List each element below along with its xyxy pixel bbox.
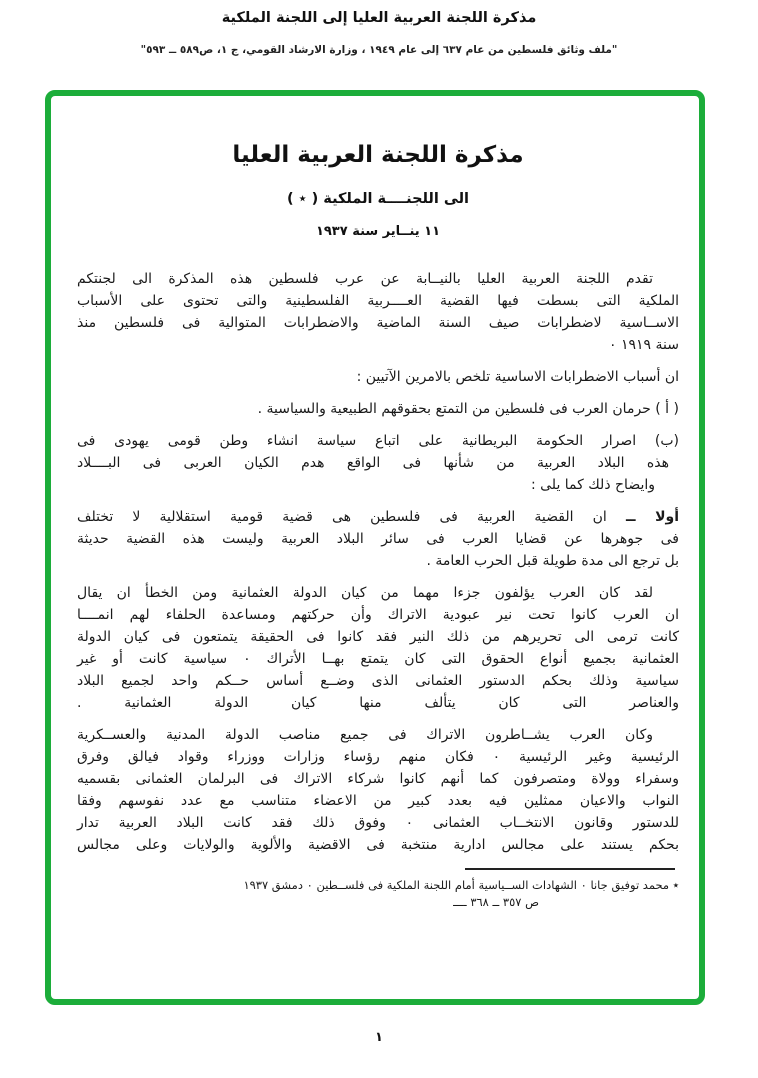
text-line: الرئيسية وغير الرئيسية ٠ فكان منهم رؤساء وزارات ووزراء وقواد فيالق وفرق bbox=[77, 749, 679, 765]
document-frame bbox=[45, 90, 705, 1005]
document-date: ١١ ينــاير سنة ١٩٣٧ bbox=[315, 224, 441, 239]
text-line: ( أ ) حرمان العرب فى فلسطين من التمتع بحقوقهم الطبيعية والسياسية . bbox=[257, 401, 679, 417]
paragraph bbox=[77, 506, 679, 572]
text-line: تقدم اللجنة العربية العليا بالنيــابة عن عرب فلسطين هذه المذكرة الى لجنتكم bbox=[77, 271, 653, 287]
paragraph bbox=[77, 582, 679, 714]
text-line: بحكم يستند على مجالس ادارية منتخبة فى الاقضية والألوية والولايات وعلى مجالس bbox=[77, 837, 679, 853]
text-line: وايضاح ذلك كما يلى : bbox=[530, 477, 655, 493]
footnote bbox=[77, 877, 679, 911]
document-title: مذكرة اللجنة العربية العليا bbox=[232, 142, 524, 168]
document-content bbox=[51, 96, 699, 911]
text-line: ان أسباب الاضطرابات الاساسية تلخص بالامرين الآتيين : bbox=[356, 369, 679, 385]
paragraph bbox=[77, 268, 679, 356]
text-line: سياسية وذلك بحكم الدستور العثمانى الذى وضــع أساس حــكم واحد لجميع البلاد bbox=[77, 673, 679, 689]
text-line: بل ترجع الى مدة طويلة قبل الحرب العامة . bbox=[426, 553, 679, 569]
page-header-source-citation: "ملف وثائق فلسطين من عام ٦٣٧ إلى عام ١٩٤٩ ، وزارة الارشاد القومي، ج ١، ص٥٨٩ ــ ٥٩٣" bbox=[140, 44, 618, 56]
paragraph bbox=[77, 366, 679, 388]
text-line: أولا ــ ان القضية العربية فى فلسطين هى قضية قومية استقلالية لا تختلف bbox=[77, 509, 679, 525]
text-line: لقد كان العرب يؤلفون جزءا مهما من كيان الدولة العثمانية ومن الخطأ ان يقال bbox=[77, 585, 653, 601]
text-line: النواب والاعيان ممثلين فيه بعدد كبير من الاعضاء متناسب مع عدد نفوسهم وفقا bbox=[77, 793, 679, 809]
footnote-line-2: ص ٣٥٧ ــ ٣٦٨ ــــ bbox=[453, 895, 539, 909]
footnote-line-1: ٭ محمد توفيق جانا ٠ الشهادات الســياسية أمام اللجنة الملكية فى فلســطين ٠ دمشق ١٩٣٧ bbox=[243, 878, 679, 892]
text-line: الاســاسية لاضطرابات صيف السنة الماضية والاضطرابات المتوالية فى فلسطين منذ bbox=[77, 315, 679, 331]
text-line: (ب) اصرار الحكومة البريطانية على اتباع سياسة انشاء وطن قومى يهودى فى bbox=[77, 433, 679, 449]
text-line: ان العرب كانوا تحت نير عبودية الاتراك وأن حركتهم ومساعدة الحلفاء لهم انمــــا bbox=[77, 607, 679, 623]
text-line: وكان العرب يشــاطرون الاتراك فى جميع مناصب الدولة المدنية والعســكرية bbox=[77, 727, 653, 743]
text-line: سنة ١٩١٩ ٠ bbox=[609, 337, 679, 353]
document-subtitle: الى اللجنــــة الملكية ( ٭ ) bbox=[286, 191, 469, 207]
text-line: والعناصر التى كان يتألف منها كيان الدولة العثمانية . bbox=[77, 695, 679, 711]
paragraph bbox=[77, 430, 679, 496]
text-line: فى جوهرها عن قضايا العرب فى سائر البلاد العربية وليست هذه القضية حديثة bbox=[77, 531, 679, 547]
text-line: كانت ترمى الى تحريرهم من ذلك النير فقد كانوا فى الحقيقة يتمتعون فى كيان الدولة bbox=[77, 629, 679, 645]
bold-lead-word: أولا ــ bbox=[625, 509, 679, 525]
footnote-separator bbox=[465, 868, 675, 870]
page-number: ١ bbox=[375, 1030, 383, 1045]
page-header-title: مذكرة اللجنة العربية العليا إلى اللجنة الملكية bbox=[221, 10, 537, 26]
text-line: وسفراء وولاة ومتصرفون كما أنهم كانوا شركاء الاتراك فى البرلمان العثمانى بقسميه bbox=[77, 771, 679, 787]
paragraph bbox=[77, 398, 679, 420]
paragraph bbox=[77, 724, 679, 856]
text-line: العثمانية بجميع أنواع الحقوق التى كان يتمتع بهــا الأتراك ٠ سياسية كانت أو غير bbox=[77, 651, 679, 667]
text-line: الملكية التى بسطت فيها القضية العــــربية الفلسطينية والتى تحتوى على الأسباب bbox=[77, 293, 679, 309]
text-line: للدستور وقانون الانتخــاب العثمانى ٠ وفوق ذلك فقد كانت البلاد العربية تدار bbox=[77, 815, 679, 831]
document-body bbox=[77, 268, 679, 856]
text-line: هذه البلاد العربية من شأنها فى الواقع هدم الكيان العربى فى البــــلاد bbox=[77, 455, 669, 471]
